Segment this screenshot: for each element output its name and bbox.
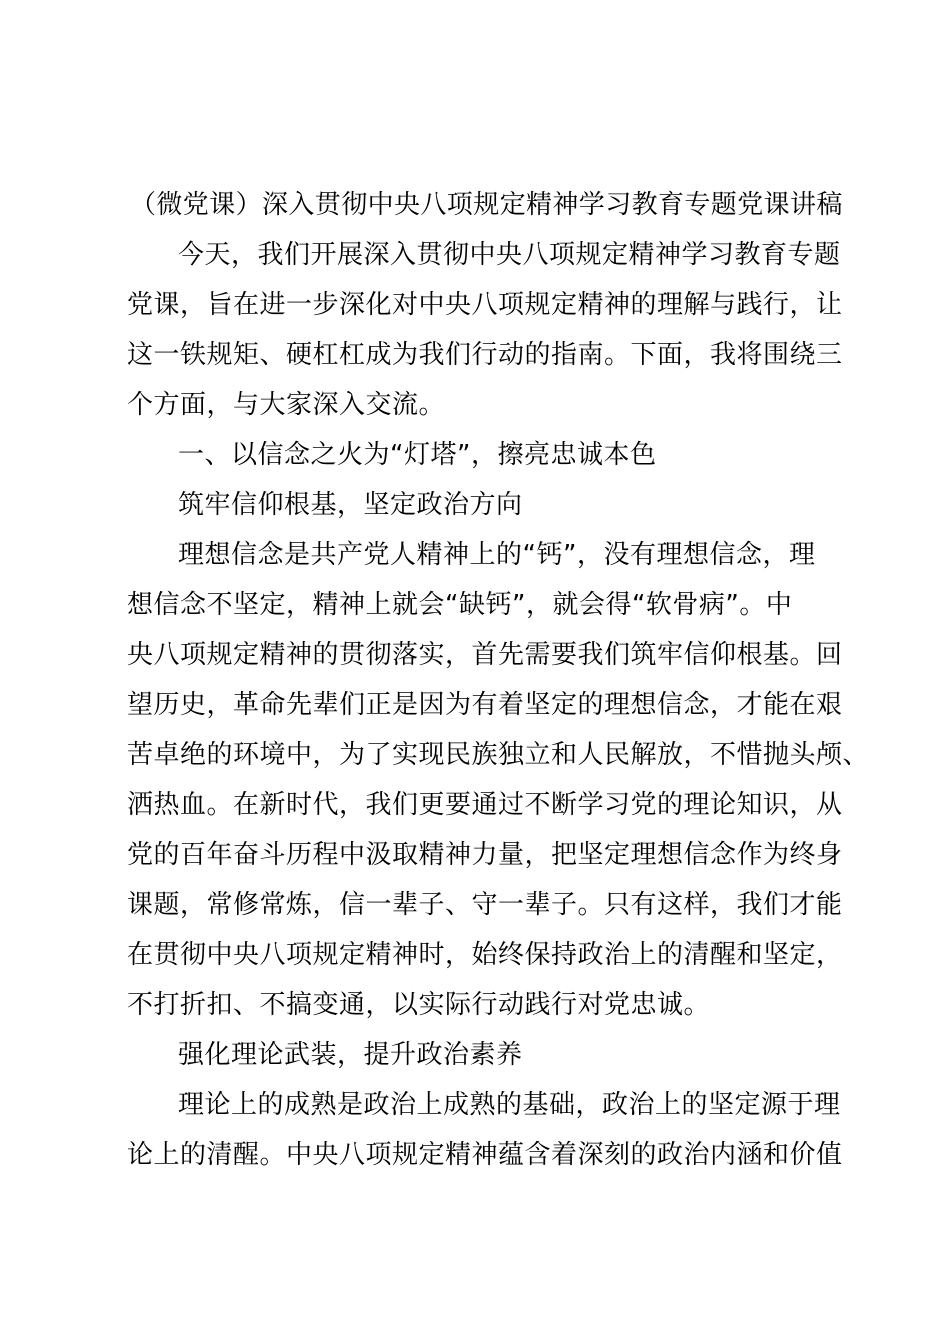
subsection-heading: 强化理论武装，提升政治素养 bbox=[178, 1040, 523, 1070]
paragraph-line: 理想信念是共产党人精神上的“钙”，没有理想信念，理 bbox=[178, 540, 816, 570]
paragraph-line: 今天，我们开展深入贯彻中央八项规定精神学习教育专题 bbox=[178, 240, 841, 270]
paragraph-line: 央八项规定精神的贯彻落实，首先需要我们筑牢信仰根基。回 bbox=[127, 640, 843, 670]
paragraph-line: 想信念不坚定，精神上就会“缺钙”，就会得“软骨病”。中 bbox=[127, 590, 793, 620]
paragraph-line: 不打折扣、不搞变通，以实际行动践行对党忠诚。 bbox=[127, 990, 711, 1020]
document-title: （微党课）深入贯彻中央八项规定精神学习教育专题党课讲稿 bbox=[130, 190, 843, 220]
subsection-heading: 筑牢信仰根基，坚定政治方向 bbox=[178, 490, 523, 520]
paragraph-line: 洒热血。在新时代，我们更要通过不断学习党的理论知识，从 bbox=[127, 790, 843, 820]
paragraph-line: 在贯彻中央八项规定精神时，始终保持政治上的清醒和坚定， bbox=[127, 940, 843, 970]
paragraph-line: 党的百年奋斗历程中汲取精神力量，把坚定理想信念作为终身 bbox=[127, 840, 843, 870]
paragraph-line: 课题，常修常炼，信一辈子、守一辈子。只有这样，我们才能 bbox=[127, 890, 843, 920]
paragraph-line: 理论上的成熟是政治上成熟的基础，政治上的坚定源于理 bbox=[178, 1090, 841, 1120]
paragraph-line: 党课，旨在进一步深化对中央八项规定精神的理解与践行，让 bbox=[127, 290, 843, 320]
paragraph-line: 个方面，与大家深入交流。 bbox=[127, 390, 446, 420]
paragraph-line: 论上的清醒。中央八项规定精神蕴含着深刻的政治内涵和价值 bbox=[127, 1140, 843, 1170]
paragraph-line: 这一铁规矩、硬杠杠成为我们行动的指南。下面，我将围绕三 bbox=[127, 340, 843, 370]
section-heading: 一、以信念之火为“灯塔”，擦亮忠诚本色 bbox=[178, 440, 657, 470]
paragraph-line: 望历史，革命先辈们正是因为有着坚定的理想信念，才能在艰 bbox=[127, 690, 843, 720]
paragraph-line: 苦卓绝的环境中，为了实现民族独立和人民解放，不惜抛头颅、 bbox=[127, 740, 870, 770]
